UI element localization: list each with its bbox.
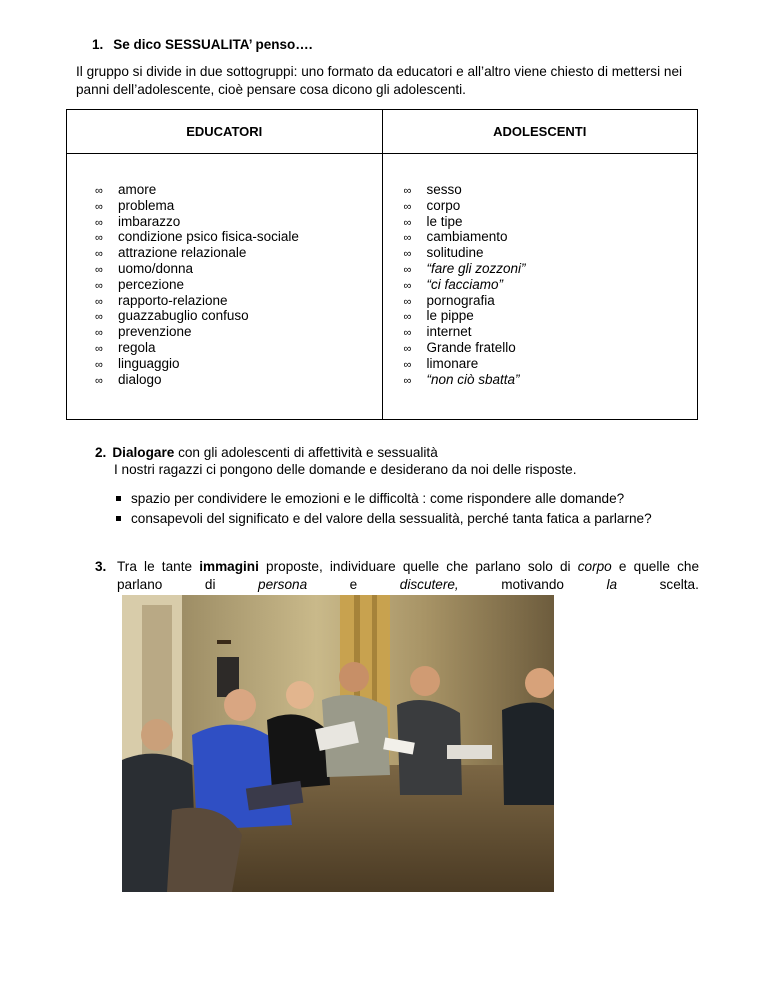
list-item [383,293,698,309]
list-item-text: le tipe [426,213,463,229]
list-item [67,340,382,356]
section1-intro: Il gruppo si divide in due sottogruppi: uno formato da educatori e all’altro viene chiesto di mettersi nei panni dell’adolescente, cioè pensare cosa dicono gli adolescenti. [76,64,683,97]
word: parlano [117,577,163,592]
list-item-text: internet [426,324,472,340]
list-item [67,182,382,198]
educatori-cell [67,154,383,420]
infinity-bullet-icon: ∞ [95,216,103,229]
bullet-text: consapevoli del significato e del valore della sessualità, perché tanta fatica a parlarne? [131,511,652,526]
adolescenti-cell [382,154,698,420]
list-item [67,293,382,309]
list-item [383,214,698,230]
list-item [67,308,382,324]
list-item-text: cambiamento [426,229,508,245]
list-item [67,261,382,277]
section3-line2 [117,576,699,594]
list-item-text: condizione psico fisica-sociale [118,229,299,245]
section2-title-rest: con gli adolescenti di affettività e sessualità [174,445,438,460]
list-item [383,277,698,293]
list-item-text: guazzabuglio confuso [118,308,249,324]
list-item-text: uomo/donna [118,260,194,276]
header-adolescenti: ADOLESCENTI [382,110,698,154]
section1-title: Se dico SESSUALITA’ penso…. [113,37,313,52]
infinity-bullet-icon: ∞ [95,374,103,387]
photo-illustration [122,595,554,892]
square-bullet-icon [116,516,121,521]
infinity-bullet-icon: ∞ [403,200,412,213]
list-item [67,277,382,293]
infinity-bullet-icon: ∞ [403,248,412,261]
list-item [383,261,698,277]
word: persona [258,577,308,592]
section2-line2: I nostri ragazzi ci pongono delle domande e desiderano da noi delle risposte. [114,462,577,477]
infinity-bullet-icon: ∞ [403,263,412,276]
group-meeting-photo [122,595,554,892]
infinity-bullet-icon: ∞ [95,263,103,276]
text-italic: corpo [577,559,612,574]
word: di [204,577,216,592]
list-item-text: percezione [118,276,185,292]
text: Tra le tante [117,559,200,574]
list-item [116,489,652,509]
list-item-text: “ci facciamo” [426,276,504,292]
word: la [606,577,618,592]
text-bold: immagini [199,559,259,574]
educatori-list [67,182,382,387]
list-item-text: amore [118,182,157,197]
list-item [67,372,382,388]
text: e quelle che [611,559,700,574]
list-item-text: regola [118,339,156,355]
infinity-bullet-icon: ∞ [403,232,412,245]
word: motivando [501,577,564,592]
infinity-bullet-icon: ∞ [95,327,103,340]
section2-bullets [116,489,652,529]
infinity-bullet-icon: ∞ [403,311,412,324]
infinity-bullet-icon: ∞ [95,248,103,261]
list-item [383,324,698,340]
infinity-bullet-icon: ∞ [95,295,103,308]
list-item-text: “fare gli zozzoni” [426,260,526,276]
infinity-bullet-icon: ∞ [95,279,103,292]
text: proposte, individuare quelle che parlano solo di [258,559,578,574]
comparison-table [66,109,698,420]
list-item-text: sesso [426,182,462,197]
list-item-text: limonare [426,355,479,371]
infinity-bullet-icon: ∞ [95,311,103,324]
list-item-text: problema [118,197,175,213]
list-item-text: rapporto-relazione [118,292,228,308]
infinity-bullet-icon: ∞ [95,358,103,371]
infinity-bullet-icon: ∞ [403,295,412,308]
list-item-text: attrazione relazionale [118,245,247,261]
list-item [67,198,382,214]
list-item [67,229,382,245]
list-item [67,214,382,230]
header-educatori: EDUCATORI [67,110,383,154]
infinity-bullet-icon: ∞ [403,342,412,355]
list-item [116,509,652,529]
infinity-bullet-icon: ∞ [403,279,412,292]
list-item-text: pornografia [426,292,495,308]
list-item [383,182,698,198]
infinity-bullet-icon: ∞ [403,358,412,371]
section1-number: 1. [92,37,104,52]
bullet-text: spazio per condividere le emozioni e le difficoltà : come rispondere alle domande? [131,491,625,506]
section3-number: 3. [95,559,107,574]
list-item-text: linguaggio [118,355,180,371]
list-item [383,229,698,245]
infinity-bullet-icon: ∞ [403,216,412,229]
list-item [67,245,382,261]
adolescenti-list [383,182,698,387]
infinity-bullet-icon: ∞ [95,185,103,197]
list-item-text: prevenzione [118,324,192,340]
list-item [67,324,382,340]
infinity-bullet-icon: ∞ [95,200,103,213]
square-bullet-icon [116,496,121,501]
infinity-bullet-icon: ∞ [403,185,412,197]
infinity-bullet-icon: ∞ [95,342,103,355]
infinity-bullet-icon: ∞ [403,327,412,340]
infinity-bullet-icon: ∞ [95,232,103,245]
list-item-text: solitudine [426,245,484,261]
list-item [383,308,698,324]
word: e [349,577,358,592]
infinity-bullet-icon: ∞ [403,374,412,387]
list-item [383,245,698,261]
list-item-text: imbarazzo [118,213,181,229]
list-item [67,356,382,372]
section2-title-bold: Dialogare [112,445,175,460]
list-item [383,340,698,356]
word: scelta. [659,577,699,592]
section1-heading [92,37,313,52]
list-item-text: “non ciò sbatta” [426,371,520,387]
list-item [383,198,698,214]
section3-line1 [117,558,699,576]
list-item-text: Grande fratello [426,339,516,355]
list-item [383,356,698,372]
list-item [383,372,698,388]
word: discutere, [399,577,459,592]
section2 [95,444,577,478]
list-item-text: corpo [426,197,461,213]
list-item-text: dialogo [118,371,162,387]
list-item-text: le pippe [426,308,474,324]
section2-heading [95,444,577,461]
section2-number: 2. [95,445,107,460]
